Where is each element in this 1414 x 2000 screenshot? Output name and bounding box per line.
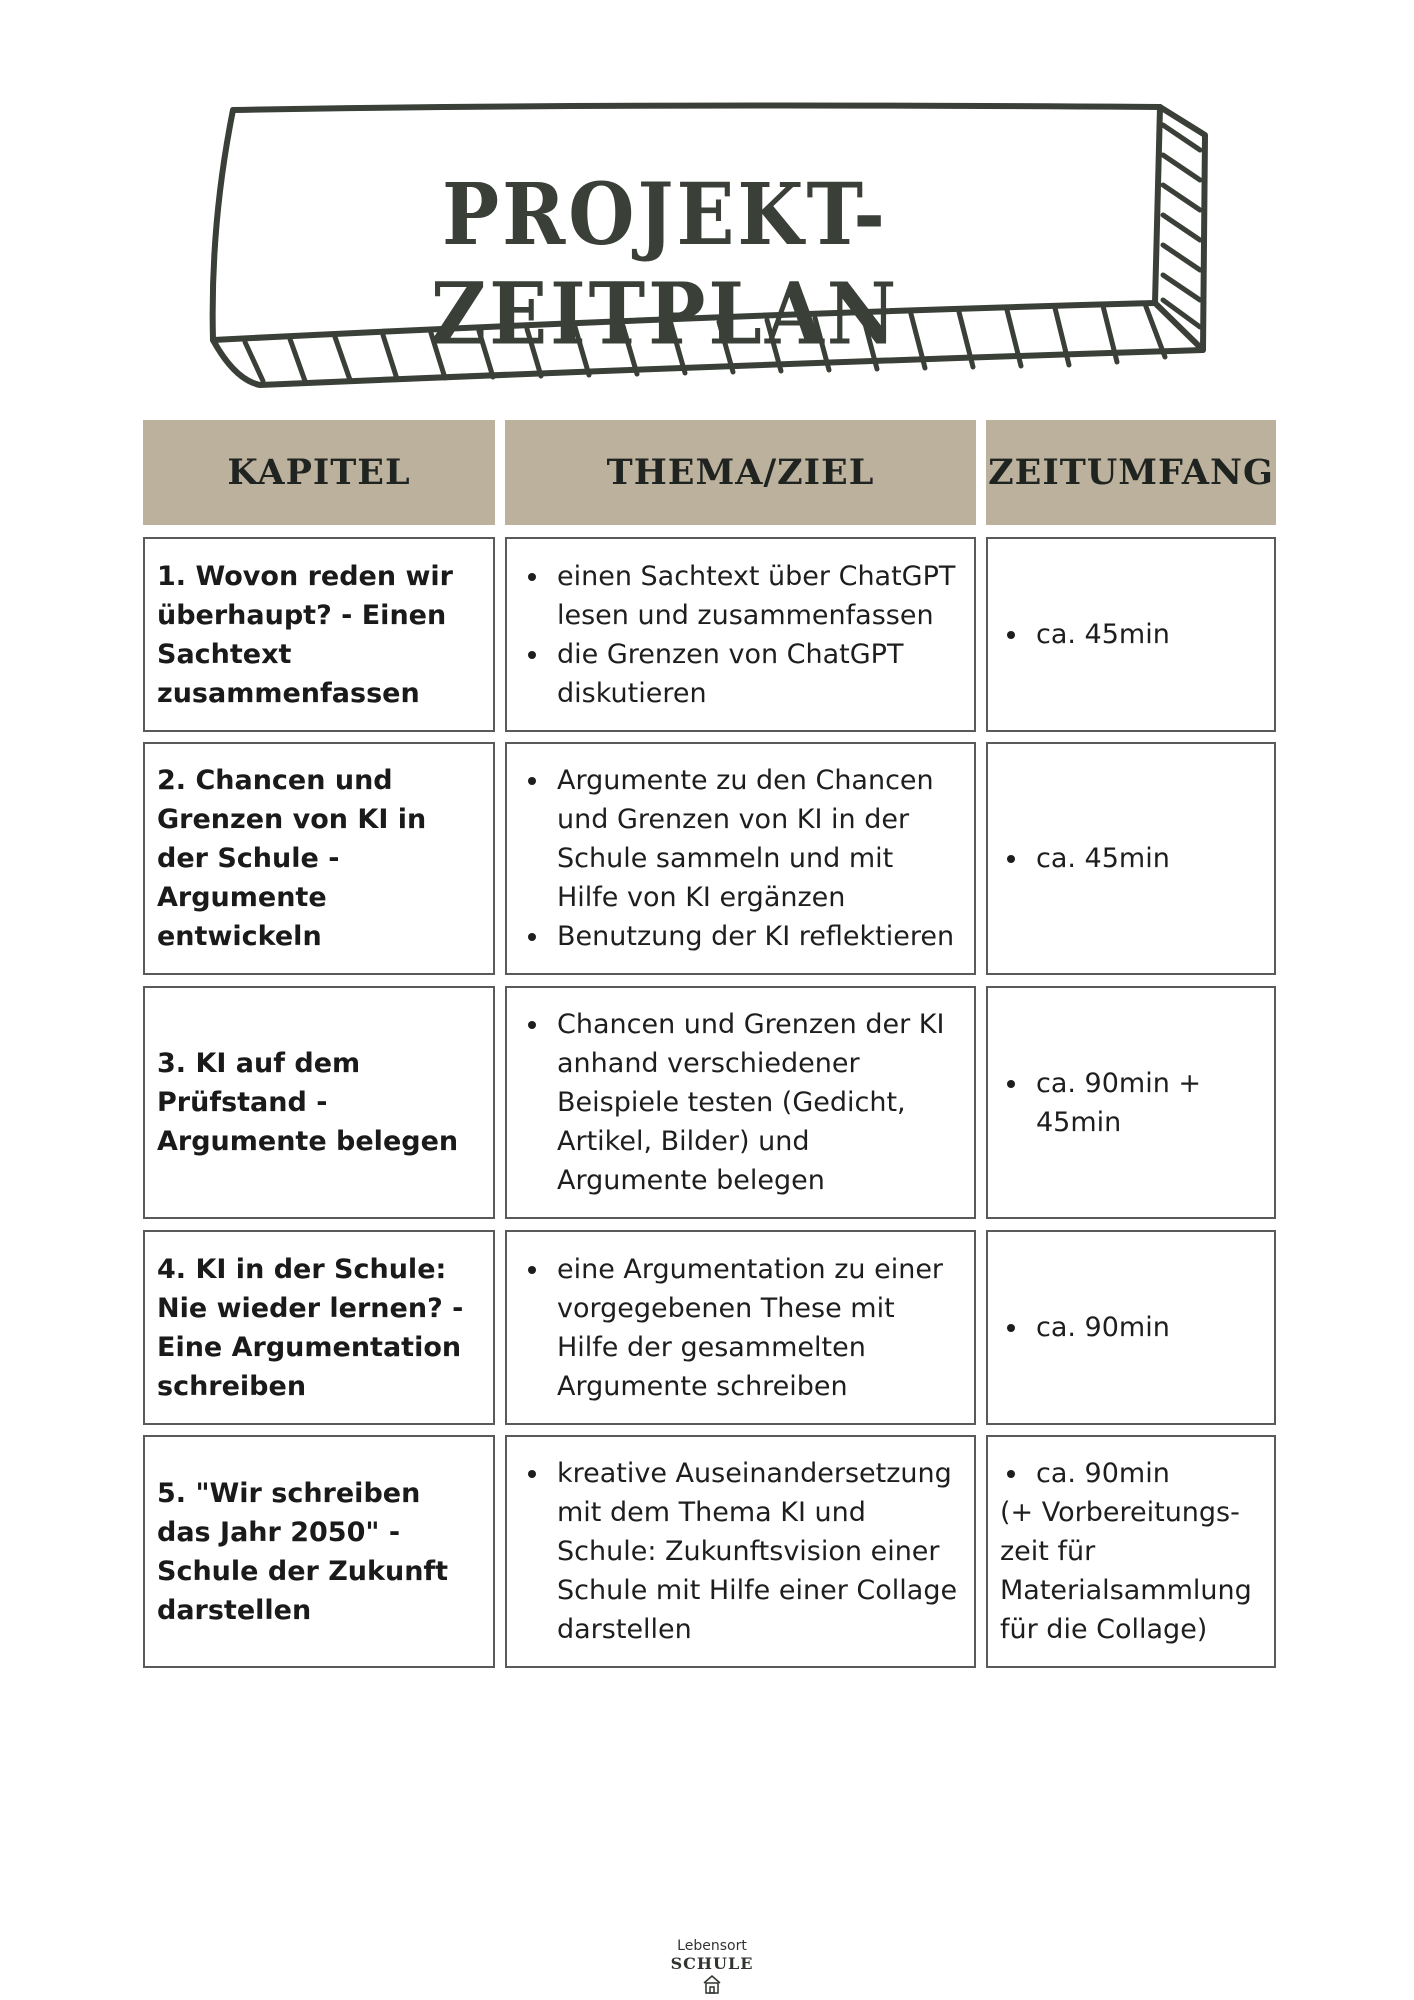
table-row-4-goals [505,1230,976,1425]
goal-item: • Argumente zu den Chancen und Grenzen von KI in der Schule sammeln und mit Hilfe von KI ergänzen [551,761,960,917]
table-row-2-time [986,742,1276,975]
table-row-5-goals [505,1435,976,1668]
table-row-2-goals [505,742,976,975]
time-item: • ca. 45min [1030,839,1170,878]
goal-item: • die Grenzen von ChatGPT diskutieren [551,635,960,713]
chapter-title: 2. Chancen und Grenzen von KI in der Schule - Argumente entwickeln [157,765,427,952]
goal-item: • Chancen und Grenzen der KI anhand verschiedener Beispiele testen (Gedicht, Artikel, Bilder) und Argumente belegen [551,1005,960,1200]
time-item: • ca. 45min [1030,615,1170,654]
table-row-3-chapter [143,986,495,1219]
chapter-title: 1. Wovon reden wir überhaupt? - Einen Sachtext zusammenfassen [157,560,453,709]
logo-line-1: Lebensort [677,1938,747,1954]
header-thema-ziel: THEMA/ZIEL [505,420,976,525]
goal-item: • einen Sachtext über ChatGPT lesen und zusammenfassen [551,557,960,635]
school-house-icon [701,1973,723,1995]
logo-line-2: SCHULE [662,1954,762,1995]
goal-item: • Benutzung der KI reflektieren [551,917,960,956]
table-row-1-chapter [143,537,495,732]
table-row-5-time [986,1435,1276,1668]
table-row-3-time [986,986,1276,1219]
table-row-3-goals [505,986,976,1219]
table-row-5-chapter [143,1435,495,1668]
time-note: (+ Vorbereitungs-zeit für Materialsammlung für die Collage) [1000,1497,1252,1645]
table-row-1-goals [505,537,976,732]
table-row-2-chapter [143,742,495,975]
goal-item: • eine Argumentation zu einer vorgegebenen These mit Hilfe der gesammelten Argumente schreiben [551,1250,960,1406]
time-item: • ca. 90min [1030,1308,1170,1347]
time-item: • ca. 90min + 45min [1030,1064,1262,1142]
chapter-title: 5. "Wir schreiben das Jahr 2050" - Schule der Zukunft darstellen [157,1477,449,1626]
table-row-4-time [986,1230,1276,1425]
table-row-1-time [986,537,1276,732]
time-item: • ca. 90min [1030,1454,1262,1493]
page-title: PROJEKT-ZEITPLAN [430,164,900,364]
title-banner [205,95,1215,395]
table-row-4-chapter [143,1230,495,1425]
chapter-title: 4. KI in der Schule: Nie wieder lernen? - Eine Argumentation schreiben [157,1253,464,1402]
chapter-title: 3. KI auf dem Prüfstand - Argumente belegen [157,1048,459,1157]
goal-item: • kreative Auseinandersetzung mit dem Thema KI und Schule: Zukunftsvision einer Schule mit Hilfe einer Collage darstellen [551,1454,960,1649]
header-kapitel: KAPITEL [143,420,495,525]
header-zeitumfang: ZEITUMFANG [986,420,1276,525]
footer-logo [662,1938,762,1995]
